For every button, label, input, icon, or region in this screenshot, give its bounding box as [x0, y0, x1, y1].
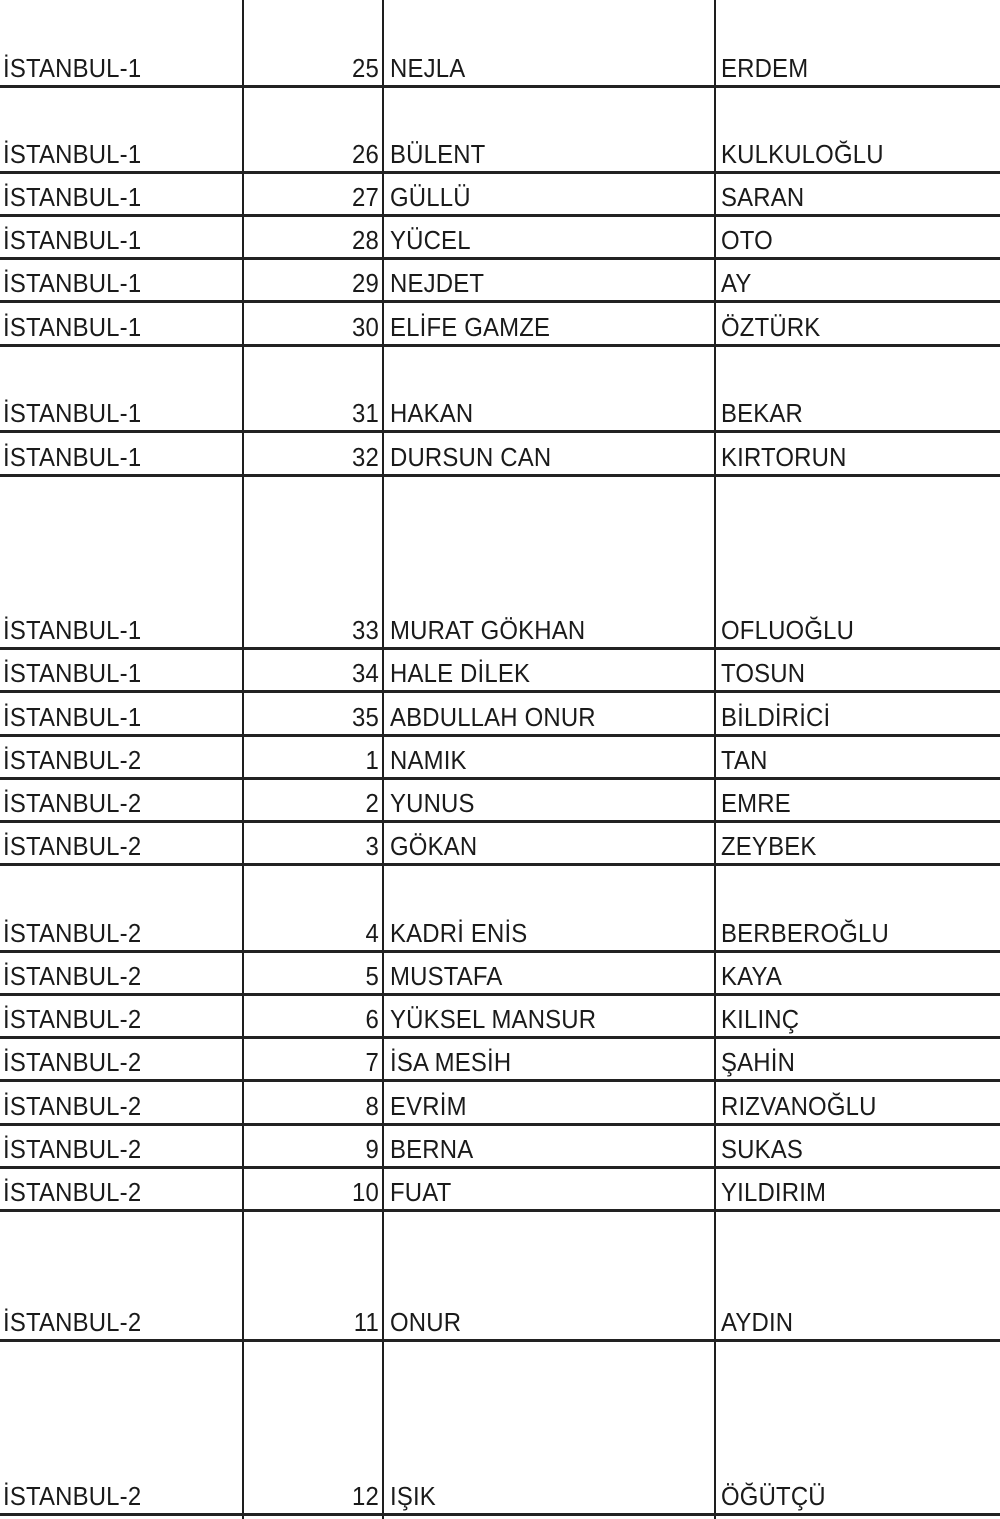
last-name-cell[interactable]: EMRE	[721, 788, 791, 818]
last-name-cell[interactable]: YILDIRIM	[721, 1177, 827, 1207]
first-name-cell[interactable]: ONUR	[390, 1307, 462, 1337]
table-row	[0, 86, 1000, 172]
rank-cell[interactable]: 2	[365, 788, 379, 818]
rank-cell[interactable]: 10	[352, 1177, 379, 1207]
last-name-cell[interactable]: KAYA	[721, 961, 783, 991]
table-row	[0, 301, 1000, 345]
last-name-cell[interactable]: AYDIN	[721, 1307, 794, 1337]
first-name-cell[interactable]: IŞIK	[390, 1481, 436, 1511]
rank-cell[interactable]: 4	[365, 918, 379, 948]
first-name-cell[interactable]: BÜLENT	[390, 139, 486, 169]
rank-cell[interactable]: 30	[352, 312, 379, 342]
district-cell[interactable]: İSTANBUL-2	[3, 1004, 142, 1034]
first-name-cell[interactable]: ELİFE GAMZE	[390, 312, 551, 342]
first-name-cell[interactable]: YÜCEL	[390, 225, 471, 255]
district-cell[interactable]: İSTANBUL-1	[3, 398, 142, 428]
district-cell[interactable]: İSTANBUL-2	[3, 1047, 142, 1077]
district-cell[interactable]: İSTANBUL-2	[3, 1481, 142, 1511]
rank-cell[interactable]: 33	[352, 615, 379, 645]
rank-cell[interactable]: 27	[352, 182, 379, 212]
table-row	[0, 1124, 1000, 1167]
last-name-cell[interactable]: TAN	[721, 745, 768, 775]
first-name-cell[interactable]: BERNA	[390, 1134, 474, 1164]
table-row	[0, 821, 1000, 864]
district-cell[interactable]: İSTANBUL-2	[3, 1177, 142, 1207]
district-cell[interactable]: İSTANBUL-2	[3, 831, 142, 861]
table-row	[0, 0, 1000, 86]
district-cell[interactable]: İSTANBUL-1	[3, 702, 142, 732]
last-name-cell[interactable]: KULKULOĞLU	[721, 139, 884, 169]
district-cell[interactable]: İSTANBUL-2	[3, 918, 142, 948]
first-name-cell[interactable]: MURAT GÖKHAN	[390, 615, 586, 645]
district-cell[interactable]: İSTANBUL-1	[3, 442, 142, 472]
first-name-cell[interactable]: FUAT	[390, 1177, 452, 1207]
last-name-cell[interactable]: OFLUOĞLU	[721, 615, 855, 645]
last-name-cell[interactable]: OTO	[721, 225, 773, 255]
rank-cell[interactable]: 7	[365, 1047, 379, 1077]
district-cell[interactable]: İSTANBUL-2	[3, 1134, 142, 1164]
last-name-cell[interactable]: KIRTORUN	[721, 442, 847, 472]
district-cell[interactable]: İSTANBUL-1	[3, 312, 142, 342]
table-row	[0, 994, 1000, 1037]
first-name-cell[interactable]: MUSTAFA	[390, 961, 503, 991]
district-cell[interactable]: İSTANBUL-1	[3, 53, 142, 83]
district-cell[interactable]: İSTANBUL-2	[3, 1091, 142, 1121]
rank-cell[interactable]: 28	[352, 225, 379, 255]
table-row	[0, 691, 1000, 735]
last-name-cell[interactable]: ÖZTÜRK	[721, 312, 821, 342]
first-name-cell[interactable]: İSA MESİH	[390, 1047, 512, 1077]
table-row	[0, 431, 1000, 475]
district-cell[interactable]: İSTANBUL-1	[3, 615, 142, 645]
table-row	[0, 345, 1000, 431]
rank-cell[interactable]: 35	[352, 702, 379, 732]
first-name-cell[interactable]: GÜLLÜ	[390, 182, 471, 212]
first-name-cell[interactable]: NEJLA	[390, 53, 466, 83]
table-row	[0, 1340, 1000, 1514]
table-row	[0, 172, 1000, 215]
row-divider	[0, 1513, 1000, 1516]
rank-cell[interactable]: 8	[365, 1091, 379, 1121]
last-name-cell[interactable]: ÖĞÜTÇÜ	[721, 1481, 826, 1511]
table-row	[0, 1210, 1000, 1340]
last-name-cell[interactable]: RIZVANOĞLU	[721, 1091, 877, 1121]
district-cell[interactable]: İSTANBUL-2	[3, 745, 142, 775]
last-name-cell[interactable]: BİLDİRİCİ	[721, 702, 831, 732]
last-name-cell[interactable]: SARAN	[721, 182, 805, 212]
last-name-cell[interactable]: BEKAR	[721, 398, 804, 428]
first-name-cell[interactable]: KADRİ ENİS	[390, 918, 528, 948]
last-name-cell[interactable]: ERDEM	[721, 53, 809, 83]
district-cell[interactable]: İSTANBUL-2	[3, 788, 142, 818]
table-row	[0, 951, 1000, 994]
first-name-cell[interactable]: HAKAN	[390, 398, 474, 428]
rank-cell[interactable]: 9	[365, 1134, 379, 1164]
rank-cell[interactable]: 29	[352, 268, 379, 298]
table-row	[0, 648, 1000, 691]
district-cell[interactable]: İSTANBUL-1	[3, 182, 142, 212]
rank-cell[interactable]: 11	[353, 1307, 379, 1337]
rank-cell[interactable]: 31	[352, 398, 379, 428]
district-cell[interactable]: İSTANBUL-1	[3, 268, 142, 298]
district-cell[interactable]: İSTANBUL-1	[3, 139, 142, 169]
first-name-cell[interactable]: DURSUN CAN	[390, 442, 552, 472]
first-name-cell[interactable]: YUNUS	[390, 788, 475, 818]
table-row	[0, 475, 1000, 648]
rank-cell[interactable]: 25	[352, 53, 379, 83]
table-row	[0, 258, 1000, 301]
district-cell[interactable]: İSTANBUL-1	[3, 225, 142, 255]
last-name-cell[interactable]: TOSUN	[721, 658, 806, 688]
rank-cell[interactable]: 32	[352, 442, 379, 472]
first-name-cell[interactable]: NEJDET	[390, 268, 485, 298]
last-name-cell[interactable]: AY	[721, 268, 752, 298]
district-cell[interactable]: İSTANBUL-2	[3, 961, 142, 991]
table-row	[0, 215, 1000, 258]
table-row	[0, 1167, 1000, 1210]
table-row	[0, 735, 1000, 778]
table-row	[0, 778, 1000, 821]
district-cell[interactable]: İSTANBUL-2	[3, 1307, 142, 1337]
last-name-cell[interactable]: ŞAHİN	[721, 1047, 796, 1077]
rank-cell[interactable]: 12	[352, 1481, 379, 1511]
table-row	[0, 1037, 1000, 1080]
last-name-cell[interactable]: BERBEROĞLU	[721, 918, 890, 948]
rank-cell[interactable]: 5	[365, 961, 379, 991]
first-name-cell[interactable]: HALE DİLEK	[390, 658, 531, 688]
rank-cell[interactable]: 26	[352, 139, 379, 169]
last-name-cell[interactable]: KILINÇ	[721, 1004, 800, 1034]
rank-cell[interactable]: 1	[365, 745, 379, 775]
first-name-cell[interactable]: NAMIK	[390, 745, 467, 775]
first-name-cell[interactable]: YÜKSEL MANSUR	[390, 1004, 597, 1034]
last-name-cell[interactable]: ZEYBEK	[721, 831, 817, 861]
first-name-cell[interactable]: ABDULLAH ONUR	[390, 702, 596, 732]
rank-cell[interactable]: 3	[365, 831, 379, 861]
rank-cell[interactable]: 6	[365, 1004, 379, 1034]
district-cell[interactable]: İSTANBUL-1	[3, 658, 142, 688]
last-name-cell[interactable]: SUKAS	[721, 1134, 804, 1164]
first-name-cell[interactable]: EVRİM	[390, 1091, 467, 1121]
table-row	[0, 864, 1000, 951]
first-name-cell[interactable]: GÖKAN	[390, 831, 478, 861]
rank-cell[interactable]: 34	[352, 658, 379, 688]
table-row	[0, 1080, 1000, 1124]
